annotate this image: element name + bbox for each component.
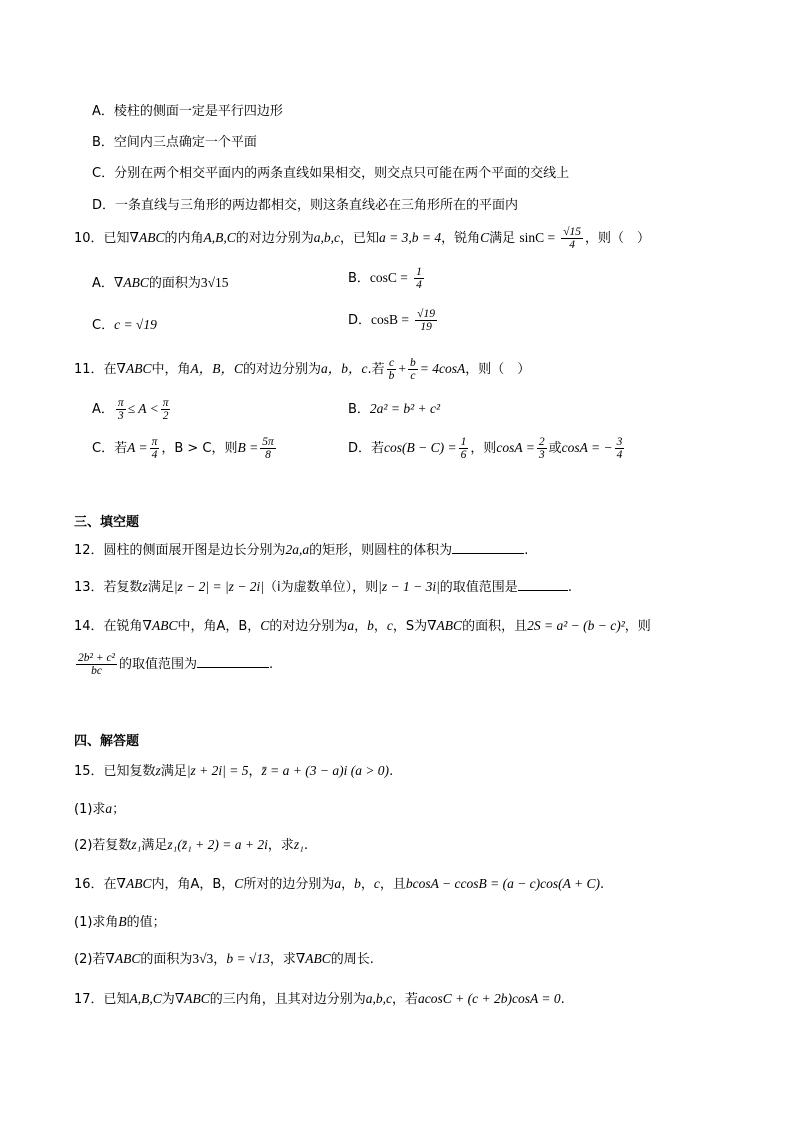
q17-text4: ，若 xyxy=(392,992,419,1007)
q16-p1c: 的值； xyxy=(126,915,166,930)
q11-c-d: 4 xyxy=(151,449,158,462)
q10-angles: A,B,C xyxy=(203,230,236,246)
q11-t3: .若 xyxy=(367,362,385,378)
section-fill-in-blank-heading: 三、填空题 xyxy=(74,515,140,530)
q16-p2tri2: ∇ABC xyxy=(295,951,331,966)
q17-tri: ∇ABC xyxy=(174,991,210,1006)
q13-text2: 满足 xyxy=(147,580,174,595)
q11-a-frac1 xyxy=(116,397,126,422)
q15-p2d: z₁(z̄₁ + 2) = a + 2i xyxy=(167,837,268,852)
q11-t4: ，则（ ） xyxy=(465,362,531,378)
q10-tri: ∇ABC xyxy=(129,230,165,246)
q16-sep2: ， xyxy=(360,877,374,892)
q13-expr2: |z − 1 − 3i| xyxy=(378,579,440,594)
q11-d-n1: 1 xyxy=(460,436,467,448)
q9-option-c: C．分别在两个相交平面内的两条直线如果相交，则交点只可能在两个平面的交线上 xyxy=(92,166,570,181)
q14-tri: ∇ABC xyxy=(142,618,178,633)
q16-p2a: (2)若 xyxy=(74,952,106,967)
q16-text3: 所对的边分别为 xyxy=(243,877,335,892)
q15-p2b: z₁ xyxy=(131,837,142,852)
q17-expr: acosC + (c + 2b)cosA = 0 xyxy=(418,991,561,1006)
q11-c-frac2 xyxy=(260,436,276,461)
q10-a-label: A． xyxy=(92,276,114,291)
q12 xyxy=(74,541,528,559)
q16-p2b: 的面积为 xyxy=(140,952,193,967)
q10-num: 10．已知 xyxy=(74,231,130,247)
q16-a: a xyxy=(334,876,342,891)
q11-frac2 xyxy=(408,357,418,382)
q15-expr2: z̄ = a + (3 − a)i (a > 0) xyxy=(261,763,390,778)
q13-text1: 13．若复数 xyxy=(74,580,143,595)
q14-text3: 的对边分别为 xyxy=(269,619,348,634)
q15-sep: ， xyxy=(248,764,262,779)
q10-b-fraction xyxy=(414,266,424,291)
q14-b: b xyxy=(367,618,374,633)
q11-option-c xyxy=(92,436,278,461)
q10-d-expr: cosB = xyxy=(371,312,410,328)
q11-t2: 的对边分别为 xyxy=(243,362,322,378)
q11-b-label: B． xyxy=(348,402,370,417)
q14-frac-den: bc xyxy=(91,665,102,678)
section-solution-heading: 四、解答题 xyxy=(74,734,140,749)
q15-text2: 满足 xyxy=(160,764,187,779)
q11-t1: 中，角 xyxy=(151,362,191,378)
q12-text1: 12．圆柱的侧面展开图是边长分别为 xyxy=(74,543,286,558)
q10-sinc: sinC = xyxy=(519,230,556,246)
q16-p2d: ， xyxy=(213,952,227,967)
q10-sides: a,b,c xyxy=(313,230,341,246)
q15-p2c: 满足 xyxy=(141,838,168,853)
q15-p1b: a xyxy=(105,801,113,816)
q16-text2: 内，角A，B， xyxy=(151,877,235,892)
q11-a-n2: π xyxy=(162,397,169,409)
q11-c-label: C．若 xyxy=(92,441,128,457)
q14-sep1: ， xyxy=(354,619,368,634)
q16-end: . xyxy=(600,877,605,892)
q14-a: a xyxy=(347,618,355,633)
q11-d-n3: 3 xyxy=(616,436,623,448)
q10-sinc-num: √15 xyxy=(563,226,582,238)
q11-d-frac3 xyxy=(615,436,625,461)
q16-part1 xyxy=(74,914,166,931)
q11-frac2-den: c xyxy=(410,370,416,383)
q15 xyxy=(74,763,393,780)
q17-angles: A,B,C xyxy=(129,991,162,1006)
q11-d-frac2 xyxy=(537,436,547,461)
q11-a-mid: ≤ A < xyxy=(127,401,159,417)
q9-option-d: D．一条直线与三角形的两边都相交，则这条直线必在三角形所在的平面内 xyxy=(92,198,519,213)
q16-c-side: c xyxy=(373,876,380,891)
q11-d-n2: 2 xyxy=(538,436,545,448)
q15-part2 xyxy=(74,837,308,854)
q12-text2: 的矩形，则圆柱的体积为 xyxy=(309,543,453,558)
q10-d-num: √19 xyxy=(417,308,435,320)
q10-option-a xyxy=(92,275,229,292)
q11-frac1-num: c xyxy=(388,357,395,369)
q15-z: z xyxy=(155,763,161,778)
q16-expr: bcosA − ccosB = (a − c)cos(A + C) xyxy=(405,876,601,891)
q16-p2c: 3√3 xyxy=(192,951,214,966)
q9-option-a: A．棱柱的侧面一定是平行四边形 xyxy=(92,104,283,119)
q14-tri2: ∇ABC xyxy=(427,618,463,633)
q14-text4: ，S为 xyxy=(392,619,428,634)
q12-answer-blank[interactable] xyxy=(452,541,524,554)
q11-frac2-num: b xyxy=(410,357,416,369)
q11-d-d: cosA = − xyxy=(561,440,613,456)
q14-expr: 2S = a² − (b − c)² xyxy=(527,618,625,633)
q15-p2f: z₁ xyxy=(293,837,304,852)
q17 xyxy=(74,991,565,1008)
q10-option-d xyxy=(348,308,439,333)
q14-text2: 中，角A，B， xyxy=(177,619,261,634)
q10-c-label: C． xyxy=(92,318,115,333)
q15-part1 xyxy=(74,801,125,818)
q11-c-a: A = xyxy=(127,440,148,456)
q16 xyxy=(74,876,604,893)
q11-c-n: π xyxy=(151,436,158,448)
q16-p1a: (1)求角 xyxy=(74,915,119,930)
q17-text1: 17．已知 xyxy=(74,992,130,1007)
q11-stem xyxy=(74,357,530,382)
q10-d-den: 19 xyxy=(420,321,432,334)
q17-sides: a,b,c xyxy=(365,991,393,1006)
q14-fraction xyxy=(76,652,117,677)
q14-c: C xyxy=(260,618,270,633)
q10-b-expr: cosC = xyxy=(369,270,408,286)
q10-c: C xyxy=(480,230,490,246)
q13-end: . xyxy=(567,580,572,595)
q13-text4: 的取值范围是 xyxy=(439,580,518,595)
q15-text1: 15．已知复数 xyxy=(74,764,156,779)
q14-text1: 14．在锐角 xyxy=(74,619,143,634)
q11-option-b xyxy=(348,401,440,418)
q14-end: . xyxy=(269,657,274,673)
q10-t1: 的内角 xyxy=(164,231,204,247)
q10-b-label: B． xyxy=(348,271,370,287)
q16-b: b xyxy=(354,876,361,891)
q16-text1: 16．在 xyxy=(74,877,117,892)
q14-answer-blank[interactable] xyxy=(197,655,269,668)
q10-t5: 满足 xyxy=(489,231,516,247)
q14-text5: 的面积，且 xyxy=(462,619,528,634)
q14-text7: 的取值范围为 xyxy=(119,657,198,673)
q10-option-b xyxy=(348,266,426,291)
q10-a-val: 3√15 xyxy=(200,275,229,290)
q17-end: . xyxy=(560,992,565,1007)
q16-text4: ，且 xyxy=(379,877,406,892)
q10-a-text: 的面积为 xyxy=(148,276,201,291)
q11-d-d1: 6 xyxy=(460,449,467,462)
q14-sep2: ， xyxy=(373,619,387,634)
q11-a-d1: 3 xyxy=(117,410,124,423)
q15-expr1: |z + 2i| = 5 xyxy=(186,763,249,778)
q11-a-n1: π xyxy=(117,397,124,409)
q16-p2tri: ∇ABC xyxy=(105,951,141,966)
q16-sep1: ， xyxy=(341,877,355,892)
q11-b-expr: 2a² = b² + c² xyxy=(369,401,441,416)
q16-tri: ∇ABC xyxy=(116,876,152,891)
q11-c-frac1 xyxy=(150,436,160,461)
q11-option-d xyxy=(348,436,626,461)
q11-eq: = 4cosA xyxy=(419,361,466,377)
q11-c-c: B = xyxy=(237,440,259,456)
q13-expr1: |z − 2| = |z − 2i| xyxy=(173,579,265,594)
q14-c-side: c xyxy=(386,618,393,633)
q16-c: C xyxy=(234,876,244,891)
q10-t4: ，锐角 xyxy=(441,231,481,247)
q15-p2e: ，求 xyxy=(267,838,294,853)
q10-t3: ，已知 xyxy=(340,231,380,247)
q11-d-c: cosA = xyxy=(496,440,535,456)
q15-p1a: (1)求 xyxy=(74,802,106,817)
q10-sinc-den: 4 xyxy=(569,239,575,252)
q10-a-tri: ∇ABC xyxy=(113,275,149,290)
q13-z: z xyxy=(142,579,148,594)
q10-d-fraction xyxy=(415,308,437,333)
q10-b-num: 1 xyxy=(416,266,422,278)
q11-plus: + xyxy=(398,361,407,377)
q12-expr: 2a,a xyxy=(285,542,310,557)
q10-option-c xyxy=(92,317,157,334)
q16-p2f: ，求 xyxy=(269,952,296,967)
q10-given: a = 3,b = 4 xyxy=(379,230,442,246)
q15-p1c: ； xyxy=(112,802,126,817)
q11-d-label: D．若 xyxy=(348,441,385,457)
q11-frac1 xyxy=(387,357,397,382)
q11-angles: A，B，C xyxy=(190,361,243,377)
q13-text3: （i为虚数单位），则 xyxy=(264,580,379,595)
q11-c-n2: 5π xyxy=(262,436,274,448)
q11-d-b: ，则 xyxy=(470,441,497,457)
q11-d-a: cos(B − C) = xyxy=(384,440,457,456)
q11-d-or: 或 xyxy=(548,441,562,457)
q10-c-expr: c = √19 xyxy=(114,317,157,332)
q10-sinc-fraction xyxy=(561,226,583,251)
q11-c-b: ，B > C，则 xyxy=(161,441,238,457)
q11-d-frac1 xyxy=(459,436,469,461)
q13 xyxy=(74,578,572,596)
q13-answer-blank[interactable] xyxy=(518,578,568,591)
q17-text3: 的三内角，且其对边分别为 xyxy=(209,992,366,1007)
q16-p2e: b = √13 xyxy=(226,951,270,966)
q11-sides: a，b，c xyxy=(321,361,368,377)
q15-p2g: . xyxy=(303,838,308,853)
q14-line2 xyxy=(74,652,273,677)
q10-t6: ，则（ ） xyxy=(585,231,651,247)
q10-b-den: 4 xyxy=(416,279,422,292)
q10-d-label: D． xyxy=(348,313,372,329)
q11-a-frac2 xyxy=(161,397,171,422)
q11-a-d2: 2 xyxy=(162,410,169,423)
q11-d-d2: 3 xyxy=(538,449,545,462)
q12-end: . xyxy=(524,543,529,558)
q10-stem xyxy=(74,226,650,251)
q16-p2g: 的周长. xyxy=(330,952,374,967)
q17-text2: 为 xyxy=(161,992,175,1007)
q14-frac-num: 2b² + c² xyxy=(78,652,116,664)
q14-text6: ，则 xyxy=(624,619,651,634)
q15-end: . xyxy=(389,764,394,779)
q16-p1b: B xyxy=(118,914,127,929)
q16-part2 xyxy=(74,951,374,968)
q10-t2: 的对边分别为 xyxy=(235,231,314,247)
q11-frac1-den: b xyxy=(388,370,395,383)
q11-num: 11．在 xyxy=(74,362,117,378)
q14-line1 xyxy=(74,618,651,635)
q11-a-label: A． xyxy=(92,402,114,418)
q11-option-a xyxy=(92,397,172,422)
q11-c-d2: 8 xyxy=(265,449,271,462)
q9-option-b: B．空间内三点确定一个平面 xyxy=(92,135,257,150)
q11-d-d3: 4 xyxy=(616,449,623,462)
q15-p2a: (2)若复数 xyxy=(74,838,132,853)
q11-tri: ∇ABC xyxy=(116,361,152,377)
